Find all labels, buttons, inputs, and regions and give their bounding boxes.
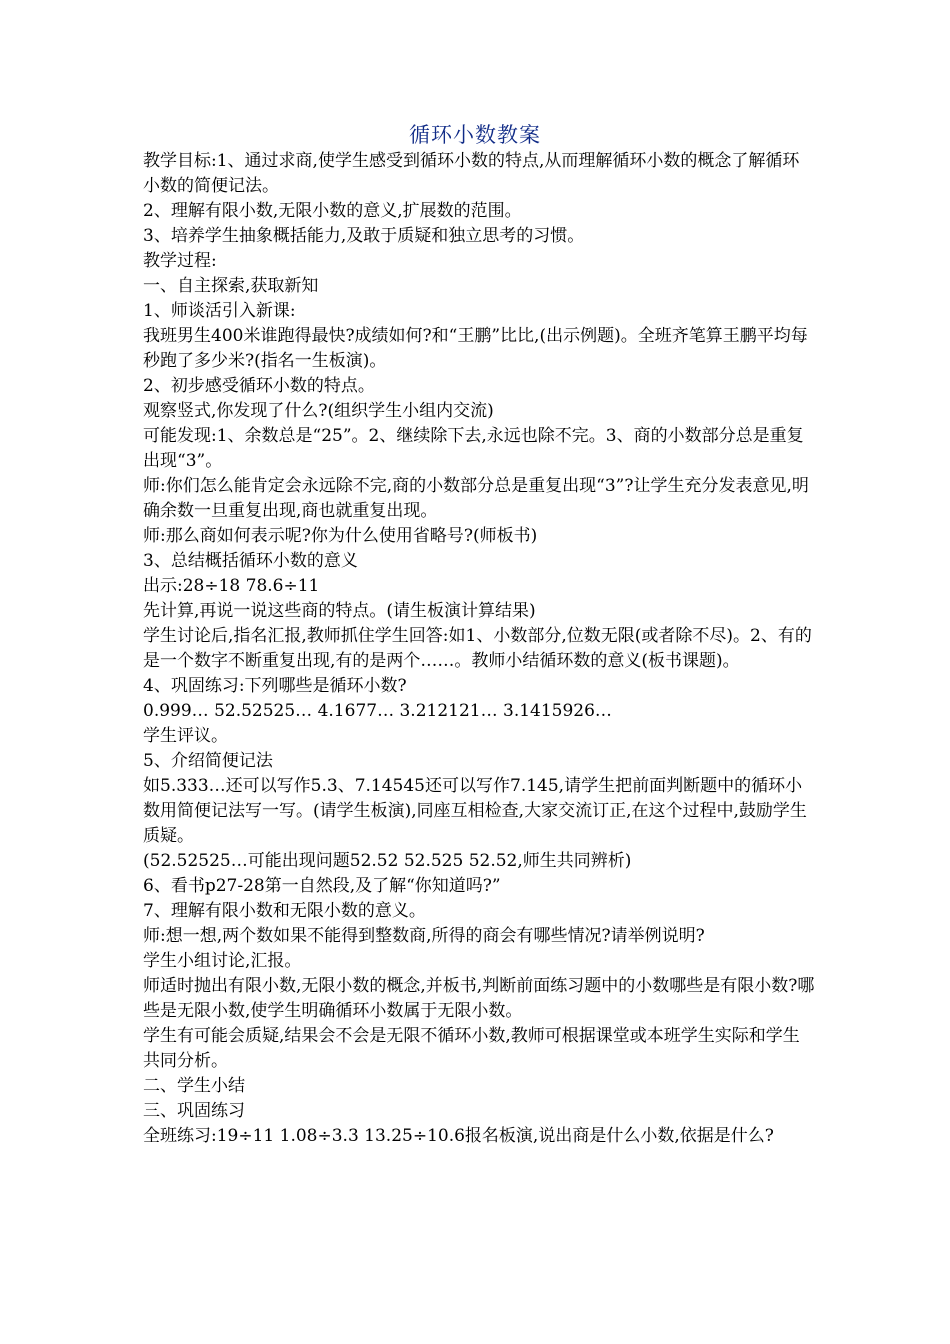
section-heading-2: 二、学生小结 — [143, 1076, 245, 1096]
paragraph: 先计算,再说一说这些商的特点。(请生板演计算结果) — [143, 601, 536, 621]
document-body — [143, 149, 815, 1149]
paragraph: 观察竖式,你发现了什么?(组织学生小组内交流) — [143, 401, 494, 421]
paragraph-objective-2: 2、理解有限小数,无限小数的意义,扩展数的范围。 — [143, 201, 522, 221]
document-title: 循环小数教案 — [409, 123, 541, 147]
paragraph: 师:那么商如何表示呢?你为什么使用省略号?(师板书) — [143, 526, 538, 546]
paragraph: 学生有可能会质疑,结果会不会是无限不循环小数,教师可根据课堂或本班学生实际和学生共同分析。 — [143, 1026, 800, 1071]
paragraph: 可能发现:1、余数总是“25”。2、继续除下去,永远也除不完。3、商的小数部分总是重复出现“3”。 — [143, 426, 804, 471]
paragraph: 7、理解有限小数和无限小数的意义。 — [143, 901, 426, 921]
paragraph: 我班男生400米谁跑得最快?成绩如何?和“王鹏”比比,(出示例题)。全班齐笔算王鹏平均每秒跑了多少米?(指名一生板演)。 — [143, 326, 808, 371]
paragraph: 师适时抛出有限小数,无限小数的概念,并板书,判断前面练习题中的小数哪些是有限小数?哪些是无限小数,使学生明确循环小数属于无限小数。 — [143, 976, 815, 1021]
paragraph: 师:想一想,两个数如果不能得到整数商,所得的商会有哪些情况?请举例说明? — [143, 926, 705, 946]
paragraph: 2、初步感受循环小数的特点。 — [143, 376, 375, 396]
paragraph: 如5.333…还可以写作5.3、7.14545还可以写作7.145,请学生把前面判断题中的循环小数用简便记法写一写。(请学生板演),同座互相检查,大家交流订正,在这个过程中,鼓励学生质疑。 — [143, 776, 807, 846]
paragraph-objective-1: 教学目标:1、通过求商,使学生感受到循环小数的特点,从而理解循环小数的概念了解循环小数的简便记法。 — [143, 151, 800, 196]
paragraph: 6、看书p27-28第一自然段,及了解“你知道吗?” — [143, 876, 501, 896]
paragraph: 0.999… 52.52525… 4.1677… 3.212121… 3.1415926… — [143, 701, 612, 721]
paragraph: 全班练习:19÷11 1.08÷3.3 13.25÷10.6报名板演,说出商是什么小数,依据是什么? — [143, 1126, 774, 1146]
paragraph-objective-3: 3、培养学生抽象概括能力,及敢于质疑和独立思考的习惯。 — [143, 226, 585, 246]
paragraph: 学生讨论后,指名汇报,教师抓住学生回答:如1、小数部分,位数无限(或者除不尽)。2、有的是一个数字不断重复出现,有的是两个……。教师小结循环数的意义(板书课题)。 — [143, 626, 812, 671]
paragraph: 师:你们怎么能肯定会永远除不完,商的小数部分总是重复出现“3”?让学生充分发表意见,明确余数一旦重复出现,商也就重复出现。 — [143, 476, 809, 521]
paragraph-process-heading: 教学过程: — [143, 251, 217, 271]
paragraph: 3、总结概括循环小数的意义 — [143, 551, 358, 571]
section-heading-1: 一、自主探索,获取新知 — [143, 276, 319, 296]
paragraph: (52.52525…可能出现问题52.52 52.525 52.52,师生共同辨析) — [143, 851, 632, 871]
paragraph: 出示:28÷18 78.6÷11 — [143, 576, 320, 596]
paragraph: 5、介绍简便记法 — [143, 751, 273, 771]
paragraph: 学生评议。 — [143, 726, 228, 746]
section-heading-3: 三、巩固练习 — [143, 1101, 245, 1121]
paragraph: 4、巩固练习:下列哪些是循环小数? — [143, 676, 407, 696]
paragraph: 学生小组讨论,汇报。 — [143, 951, 302, 971]
paragraph: 1、师谈活引入新课: — [143, 301, 296, 321]
